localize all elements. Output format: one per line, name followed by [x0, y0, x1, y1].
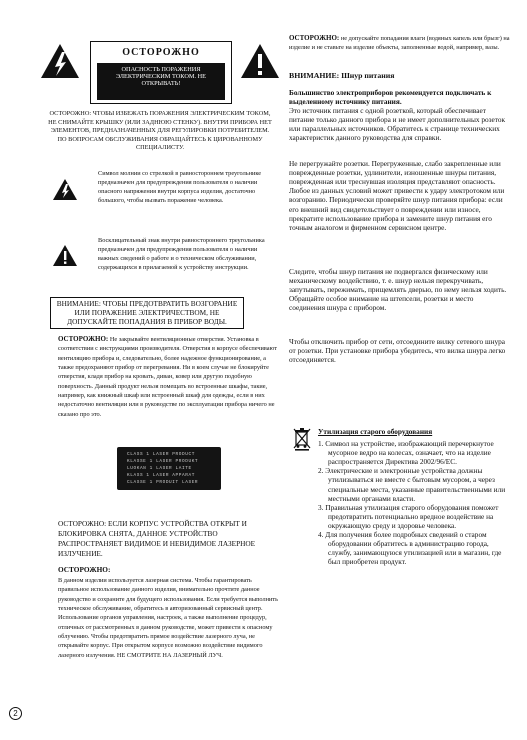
page-number: 2: [9, 707, 22, 720]
lightning-symbol-icon: [52, 178, 78, 201]
water-paragraph: [289, 33, 511, 53]
ventilation-paragraph: [58, 334, 280, 419]
power-paragraph-1: Это источник питания с одной розеткой, который обеспечивает питание только данного прибора и не имеет дополнительных розеток или параллельных источников. Обратитесь к странице технических характеристик данного руководства для справки.: [289, 106, 506, 143]
disposal-item: 2. Электрические и электронные устройства должны утилизываться не вместе с бытовым мусором, а через специальные места, указанные правительственными или местными органами власти.: [318, 466, 506, 503]
caution-title: ОСТОРОЖНО: [122, 47, 200, 58]
ventilation-text: Не закрывайте вентиляционные отверстия. Установка в соответствии с инструкциями производителя. Отверстия в корпусе обеспечивают вентиляцию прибора и, следовательно, более надежное функционирование, а также предохраняют прибор от перегревания. Ни в коем случае не блокируйте отверстия, кладя прибор на кровать, диван, ковер или другую подобную поверхность. Данный продукт нельзя помещать во встроенные шкафы, такие, например, как книжный шкаф или встроенный шкаф для одежды, если в них недостаточно вентиляции или в руководстве по эксплуатации прибора ничего не сказано про это.: [58, 336, 277, 418]
disposal-item: 3. Правильная утилизация старого оборудования поможет предотвратить потенциально вредное воздействие на окружающую среду и здоровье человека.: [318, 502, 499, 530]
disposal-item: 4. Для получения более подробных сведений о старом оборудовании обратитесь в администрацию города, службу, занимающуюся утилизацией или в магазин, где был приобретен продукт.: [318, 530, 502, 567]
power-cord-heading: ВНИМАНИЕ: Шнур питания: [289, 71, 395, 80]
laser-label-line: LUOKAN 1 LASER LAITE: [127, 466, 192, 471]
top-warning-text: ОСТОРОЖНО: ЧТОБЫ ИЗБЕЖАТЬ ПОРАЖЕНИЯ ЭЛЕКТРИЧЕСКИМ ТОКОМ, НЕ СНИМАЙТЕ КРЫШКУ (ИЛИ ЗАДНЮЮ СТЕНКУ). ВНУТРИ ПРИБОРА НЕТ ЭЛЕМЕНТОВ, ПРЕДНАЗНАЧЕННЫХ ДЛЯ РЕГУЛИРОВКИ ПОТРЕБИТЕЛЕМ. ПО ВОПРОСАМ ОБСЛУЖИВАНИЯ ОБРАЩАЙТЕСЬ К ЦИРОВАННОМУ СПЕЦИАЛИСТУ.: [48, 110, 272, 151]
power-paragraph-2: Не перегружайте розетки. Перегруженные, слабо закрепленные или поврежденные розетки, удлинители, изношенные шнуры питания, поврежденная или треснувшая изоляция представляют опасность. Любое из данных условий может привести к удару электротоком или возгоранию. Периодически проверяйте шнур питания прибора: если его внешний вид свидетельствует о повреждении или износе, прекратите использование прибора и замените шнур питания его точным аналогом и фирменном сервисном центре.: [289, 159, 505, 232]
laser-label-line: CLASSE 1 PRODUIT LASER: [127, 480, 199, 485]
lightning-warning-icon: [40, 43, 80, 79]
exclamation-symbol-icon: [52, 244, 78, 267]
power-paragraph-3: Следите, чтобы шнур питания не подвергался физическому или механическому воздействию, т. е. шнур нельзя перекручивать, запутывать, пережимать, прищемлять дверью, по нему нельзя ходить. Обращайте особое внимание на штепсели, розетки и место соединения шнура с прибором.: [289, 267, 507, 313]
laser-caution-heading: ОСТОРОЖНО:: [58, 565, 111, 574]
power-paragraph-4: Чтобы отключить прибор от сети, отсоедините вилку сетевого шнура от розетки. При установке прибора убедитесь, что вилка шнура легко отсоединяется.: [289, 337, 506, 365]
laser-label-line: CLASS 1 LASER PRODUCT: [127, 452, 195, 457]
disposal-item: 1. Символ на устройстве, изображающий перечеркнутое мусорное ведро на колесах, означает, что на изделие распространяется Директива 2002/96/EC.: [318, 439, 494, 467]
crossed-bin-icon: [293, 427, 311, 451]
fire-warning-box: ВНИМАНИЕ: ЧТОБЫ ПРЕДОТВРАТИТЬ ВОЗГОРАНИЕ ИЛИ ПОРАЖЕНИЕ ЭЛЕКТРИЧЕСТВОМ, НЕ ДОПУСКАЙТЕ ПОПАДАНИЯ В ПРИБОР ВОДЫ.: [50, 297, 244, 329]
laser-label-line: KLASS 1 LASER APPARAT: [127, 473, 195, 478]
water-text: не допускайте попадания влаги (водяных капель или брызг) на изделие и не ставьте на изделие объекты, заполненные водой, например, вазы.: [289, 35, 510, 52]
water-label: ОСТОРОЖНО:: [289, 34, 340, 42]
exclamation-description: Восклицательный знак внутри равностороннего треугольника предназначен для предупреждения пользователя о наличии важных сведений о работе и о техническом обслуживании, содержащихся в прилагаемой к устройству инструкции.: [98, 237, 265, 271]
exclamation-warning-icon: [240, 43, 280, 79]
laser-caution-text: В данном изделии используется лазерная система. Чтобы гарантировать правильное использование данного изделия, внимательно прочтите данное руководство и сохраните для будущего использования. Если требуется выполнить техническое обслуживание, обратитесь в авторизованный сервисный центр. Использование органов управления, настроек, а также выполнение процедур, отличных от рассмотренных в данном руководстве, может привести к опасному облучению. Чтобы предотвратить прямое воздействие лазерного луча, не открывайте корпус. При открытом корпусе возможно воздействие видимого лазерного излучения. НЕ СМОТРИТЕ НА ЛАЗЕРНЫЙ ЛУЧ.: [58, 577, 279, 659]
laser-product-label: [117, 447, 221, 490]
disposal-title: Утилизация старого оборудования: [318, 427, 433, 436]
disposal-list: [318, 439, 514, 567]
lightning-description: Символ молнии со стрелкой в равностороннем треугольнике предназначен для предупреждения пользователя о наличии опасного напряжения внутри корпуса изделия, достаточно большого, чтобы вызвать поражение человека.: [98, 170, 262, 204]
caution-subtitle: ОПАСНОСТЬ ПОРАЖЕНИЯ ЭЛЕКТРИЧЕСКИМ ТОКОМ. НЕ ОТКРЫВАТЬ!: [97, 63, 225, 100]
laser-label-line: KLASSE 1 LASER PRODUKT: [127, 459, 199, 464]
laser-open-warning: ОСТОРОЖНО: ЕСЛИ КОРПУС УСТРОЙСТВА ОТКРЫТ И БЛОКИРОВКА СНЯТА, ДАННОЕ УСТРОЙСТВО РАСПРОСТРАНЯЕТ ВИДИМОЕ И НЕВИДИМОЕ ЛАЗЕРНОЕ ИЗЛУЧЕНИЕ.: [58, 519, 256, 559]
power-dedicated-circuit: Большинство электроприборов рекомендуется подключать к выделенному источнику питания.: [289, 88, 492, 107]
ventilation-label: ОСТОРОЖНО:: [58, 335, 109, 343]
caution-box: [90, 41, 232, 104]
